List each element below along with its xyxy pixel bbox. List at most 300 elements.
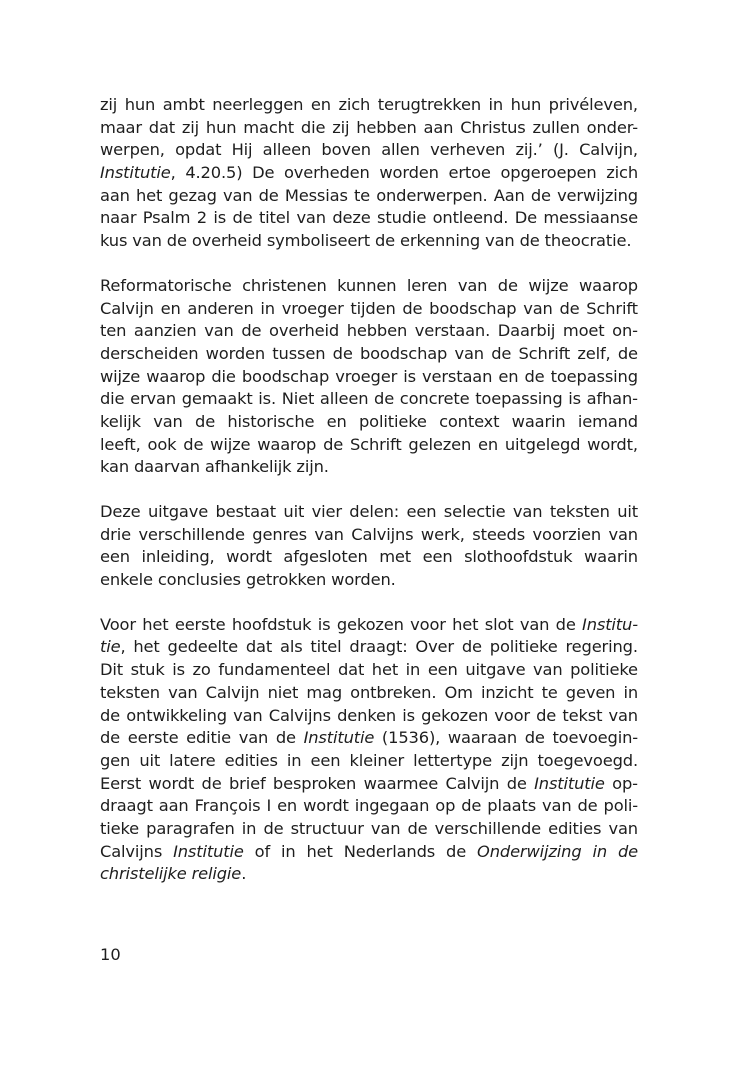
word: vier	[311, 502, 342, 521]
word: steeds	[472, 524, 526, 544]
word: anderen	[187, 298, 254, 318]
word: denken	[337, 705, 397, 725]
word: zich	[338, 95, 371, 114]
word: politieke	[570, 660, 638, 680]
word: van	[132, 231, 162, 251]
word: wordt	[226, 547, 272, 567]
word: kus	[100, 231, 128, 251]
word: boodschap	[429, 298, 517, 318]
word: de	[524, 728, 545, 748]
word: is	[568, 389, 581, 409]
word: de	[275, 728, 296, 748]
word: de	[519, 231, 540, 251]
word: waarop	[578, 275, 638, 295]
word: van	[608, 818, 638, 838]
word: de	[491, 343, 512, 363]
word: is	[172, 660, 185, 680]
punctuation: .	[241, 864, 247, 884]
word: allen	[381, 140, 420, 160]
word: en	[498, 366, 519, 386]
word: de	[195, 411, 216, 431]
word: aan	[158, 796, 189, 816]
word: dat	[148, 117, 176, 137]
word: alleen	[262, 140, 312, 160]
word: de	[100, 728, 121, 748]
punctuation: ,	[120, 637, 126, 657]
word: ook	[147, 434, 177, 454]
word: van	[314, 524, 344, 544]
word: zijn.	[296, 457, 329, 477]
word: van	[608, 524, 638, 544]
word: waarop	[146, 366, 206, 386]
word: concrete	[399, 389, 470, 409]
word: kunnen	[337, 275, 397, 295]
paragraph	[100, 94, 638, 253]
word: gelezen	[408, 434, 472, 454]
word: besproken	[272, 773, 357, 793]
body-text	[100, 94, 638, 908]
word: het	[133, 637, 160, 657]
word: zo	[192, 660, 211, 680]
word: de	[524, 366, 545, 386]
word: afgesloten	[283, 547, 368, 567]
word: (J.	[552, 140, 569, 160]
word: Calvijns	[268, 705, 331, 725]
word: teksten	[549, 502, 610, 521]
word: op	[435, 796, 456, 816]
word: conclusies	[157, 570, 241, 590]
word: worden	[379, 163, 439, 183]
word: is	[402, 705, 415, 725]
text-line	[100, 727, 638, 750]
word: verstaan	[422, 366, 493, 386]
word: Voor	[100, 614, 136, 634]
word: de	[323, 434, 344, 454]
word: De	[252, 163, 275, 183]
word: Over	[415, 637, 454, 657]
word: politieke	[358, 411, 427, 431]
word: toepassing	[475, 389, 563, 409]
word: de	[446, 841, 467, 861]
word: Calvijns	[351, 524, 414, 544]
word: regering.	[565, 637, 638, 657]
word: is	[213, 208, 227, 228]
word: on-	[612, 321, 638, 341]
word: worden.	[331, 570, 396, 590]
word	[100, 863, 187, 886]
word: verwijzing	[557, 185, 638, 205]
word: mag	[306, 682, 343, 702]
word: terugtrekken	[377, 95, 482, 114]
italic-word: de	[617, 841, 638, 861]
word: van	[485, 231, 515, 251]
text-line	[100, 366, 638, 389]
word: de	[461, 796, 482, 816]
word: in	[405, 660, 421, 680]
text-line	[100, 162, 638, 185]
word	[477, 841, 581, 864]
word: derscheiden	[100, 343, 199, 363]
paragraph	[100, 275, 638, 479]
word: eerste	[127, 728, 179, 748]
word: aan	[100, 185, 130, 205]
text-line	[100, 139, 638, 162]
text-line	[100, 501, 638, 524]
word	[173, 841, 244, 864]
word: de	[332, 343, 353, 363]
word: wordt	[148, 773, 195, 793]
word: ambt	[162, 95, 205, 114]
word: van	[542, 796, 572, 816]
text-line	[100, 230, 638, 253]
word: wordt,	[587, 434, 638, 454]
text-line	[100, 298, 638, 321]
word: waarop	[257, 434, 317, 454]
word: en	[326, 411, 347, 431]
word: en	[277, 796, 298, 816]
word: ertoe	[448, 163, 491, 183]
word: op-	[612, 773, 638, 793]
word: ingegaan	[354, 796, 430, 816]
word: te	[541, 682, 558, 702]
word: in	[623, 682, 638, 702]
word: edities	[224, 750, 278, 770]
word: kleiner	[349, 750, 405, 770]
word: 4.20.5)	[185, 163, 243, 183]
word: die	[211, 366, 236, 386]
word: de	[232, 208, 253, 228]
word: naar	[100, 208, 137, 228]
word: hun	[124, 95, 156, 114]
text-line	[100, 94, 638, 117]
word: Calvijns	[100, 841, 163, 861]
word: latere	[169, 750, 216, 770]
text-line	[100, 569, 638, 592]
word: bestaat	[215, 502, 276, 521]
word: voor	[410, 614, 446, 634]
word: boven	[321, 140, 371, 160]
word: (1536),	[381, 728, 441, 748]
word: gedeelte	[167, 637, 238, 657]
word: gezag	[168, 185, 217, 205]
word: zullen	[532, 117, 580, 137]
word: met	[379, 547, 412, 567]
word: in	[260, 298, 275, 318]
word: context	[439, 411, 500, 431]
word: waarmee	[363, 773, 439, 793]
word: stuk	[130, 660, 165, 680]
word: het	[135, 185, 163, 205]
word: van	[296, 208, 326, 228]
word: en	[160, 298, 181, 318]
word: de	[536, 705, 557, 725]
word: de	[374, 231, 396, 251]
text-line	[100, 614, 638, 637]
word: uitgelegd	[504, 434, 581, 454]
word: zij	[332, 117, 350, 137]
word: selectie	[443, 502, 506, 521]
word: van	[204, 321, 234, 341]
word: voorzien	[532, 524, 601, 544]
word: structuur	[290, 818, 364, 838]
word: de	[374, 389, 395, 409]
word: en	[478, 434, 499, 454]
text-line	[100, 275, 638, 298]
word: Schrift	[586, 298, 638, 318]
word	[192, 863, 247, 886]
word: lettertype	[413, 750, 492, 770]
word: afhankelijk	[204, 457, 292, 477]
word: zij	[181, 117, 200, 137]
text-line	[100, 705, 638, 728]
word: zij.’	[515, 140, 543, 160]
word: een	[422, 547, 453, 567]
word: de	[258, 185, 279, 205]
word: het	[142, 614, 169, 634]
word: is	[317, 614, 331, 634]
word: inleiding,	[141, 547, 215, 567]
italic-word: Institutie	[534, 773, 605, 793]
word: privéleven,	[548, 95, 638, 114]
word: dat	[337, 660, 365, 680]
word: werpen,	[100, 140, 165, 160]
word: in	[241, 818, 257, 838]
text-line	[100, 636, 638, 659]
word: ervan	[130, 389, 177, 409]
word: hoofdstuk	[231, 614, 312, 634]
word: gekozen	[336, 614, 404, 634]
word: editie	[186, 728, 232, 748]
italic-word: Institutie	[100, 163, 171, 183]
word: de	[497, 275, 518, 295]
italic-word: in	[592, 841, 607, 861]
word: overheid	[191, 231, 262, 251]
word: zelf,	[577, 343, 611, 363]
word: de	[530, 185, 551, 205]
word: Hij	[231, 140, 253, 160]
punctuation: ,	[170, 163, 176, 183]
word: wijze	[210, 434, 251, 454]
word: zij	[100, 95, 118, 114]
word: van	[153, 411, 183, 431]
word: paragrafen	[146, 818, 235, 838]
word: delen:	[349, 502, 400, 521]
word: opgeroepen	[500, 163, 597, 183]
text-line	[100, 682, 638, 705]
word: erkenning	[400, 231, 481, 251]
italic-word: religie	[191, 864, 242, 884]
word: opdat	[175, 140, 222, 160]
text-line	[100, 546, 638, 569]
text-line	[100, 773, 638, 796]
word: alleen	[319, 389, 369, 409]
text-line	[100, 659, 638, 682]
word: 2	[196, 208, 207, 228]
word: wijze	[100, 366, 141, 386]
word: de	[166, 231, 187, 251]
word: het	[306, 841, 333, 861]
word: ten	[100, 321, 127, 341]
word: ontwikkeling	[126, 705, 227, 725]
word: vroeger	[335, 366, 398, 386]
word: die	[100, 389, 125, 409]
word: als	[280, 637, 303, 657]
word: draagt:	[349, 637, 408, 657]
word: gekozen	[421, 705, 489, 725]
word: maar	[100, 117, 142, 137]
word: Calvijn	[205, 682, 260, 702]
word: inzicht	[480, 682, 534, 702]
word: gen	[100, 750, 131, 770]
word: gemaakt	[181, 389, 253, 409]
word: van	[457, 275, 488, 295]
word: Deze	[100, 502, 141, 521]
word: iemand	[577, 411, 638, 431]
word: Calvijn,	[579, 140, 638, 160]
word: Messias	[284, 185, 348, 205]
word: brief	[228, 773, 266, 793]
word: van	[370, 818, 401, 838]
italic-word: christelijke	[100, 864, 187, 884]
word: te	[353, 185, 371, 205]
word: in	[281, 841, 296, 861]
word: van	[168, 682, 198, 702]
italic-word: Institu-	[582, 614, 638, 634]
word: moet	[562, 321, 605, 341]
word: afhan-	[586, 389, 638, 409]
word: en	[310, 95, 331, 114]
word: christenen	[242, 275, 327, 295]
word: studie	[377, 208, 427, 228]
word: ontleend.	[432, 208, 509, 228]
text-line	[100, 818, 638, 841]
text-line	[100, 388, 638, 411]
word: de	[263, 818, 284, 838]
word: fundamenteel	[218, 660, 331, 680]
word: een	[310, 750, 341, 770]
text-line	[100, 434, 638, 457]
word: in	[286, 750, 302, 770]
word: van	[533, 660, 563, 680]
word: tekst	[562, 705, 603, 725]
word: onder-	[586, 117, 638, 137]
word: Niet	[281, 389, 315, 409]
word: overheid	[269, 321, 340, 341]
word: de	[461, 637, 482, 657]
paragraph	[100, 614, 638, 886]
word: de	[100, 705, 121, 725]
word: drie	[100, 524, 131, 544]
word: van	[223, 185, 253, 205]
word: hun	[205, 117, 237, 137]
word: neerleggen	[212, 95, 304, 114]
word: overheden	[284, 163, 370, 183]
word	[592, 841, 607, 864]
word: verstaan.	[414, 321, 491, 341]
word: uit	[139, 750, 161, 770]
word: verheven	[430, 140, 506, 160]
word: van	[233, 705, 263, 725]
word	[100, 162, 176, 185]
text-line	[100, 320, 638, 343]
word: van	[519, 614, 550, 634]
word: vroeger	[281, 298, 344, 318]
word: van	[454, 343, 484, 363]
word: wijze	[528, 275, 569, 295]
word: een	[100, 547, 130, 567]
word: de	[506, 773, 527, 793]
word: de	[559, 298, 580, 318]
word: verschillende	[434, 818, 542, 838]
text-line	[100, 207, 638, 230]
word: onderwerpen.	[376, 185, 488, 205]
word: niet	[267, 682, 299, 702]
word: daarvan	[134, 457, 200, 477]
word: zijn	[501, 750, 529, 770]
word: slothoofdstuk	[464, 547, 573, 567]
text-line	[100, 863, 638, 886]
word: hebben	[356, 117, 417, 137]
word: leren	[406, 275, 448, 295]
word: in	[488, 95, 504, 114]
text-line	[100, 343, 638, 366]
word: Aan	[493, 185, 525, 205]
word: macht	[243, 117, 295, 137]
word: zich	[606, 163, 638, 183]
word: theocratie.	[544, 231, 632, 251]
word: die	[300, 117, 326, 137]
italic-word: tie	[100, 637, 121, 657]
word: Psalm	[142, 208, 191, 228]
word: I	[266, 796, 272, 816]
word	[582, 614, 638, 637]
word: geven	[565, 682, 616, 702]
word: poli-	[603, 796, 638, 816]
word: deze	[332, 208, 371, 228]
word: enkele	[100, 570, 153, 590]
word: Schrift	[349, 434, 402, 454]
word: teksten	[100, 682, 160, 702]
word: verschillende	[138, 524, 245, 544]
text-line	[100, 117, 638, 140]
word: draagt	[100, 796, 153, 816]
word: toegevoegd.	[537, 750, 638, 770]
word: de	[241, 321, 262, 341]
word: de	[617, 343, 638, 363]
italic-word: Institutie	[173, 841, 244, 861]
word: de	[201, 773, 222, 793]
text-line	[100, 524, 638, 547]
italic-word: Onderwijzing	[477, 841, 582, 861]
word: Calvijn	[445, 773, 500, 793]
text-line	[100, 750, 638, 773]
word: van	[608, 705, 638, 725]
text-line	[100, 185, 638, 208]
word: genres	[252, 524, 307, 544]
word: eerste	[174, 614, 226, 634]
word	[304, 727, 375, 750]
word: werk,	[420, 524, 465, 544]
word: uitgave	[147, 502, 209, 521]
word: plaats	[487, 796, 537, 816]
word: edities	[548, 818, 602, 838]
word: tussen	[272, 343, 326, 363]
word: een	[406, 502, 437, 521]
word: slot	[484, 614, 514, 634]
word: van	[512, 502, 543, 521]
word: Reformatorische	[100, 275, 232, 295]
word: de	[577, 796, 598, 816]
